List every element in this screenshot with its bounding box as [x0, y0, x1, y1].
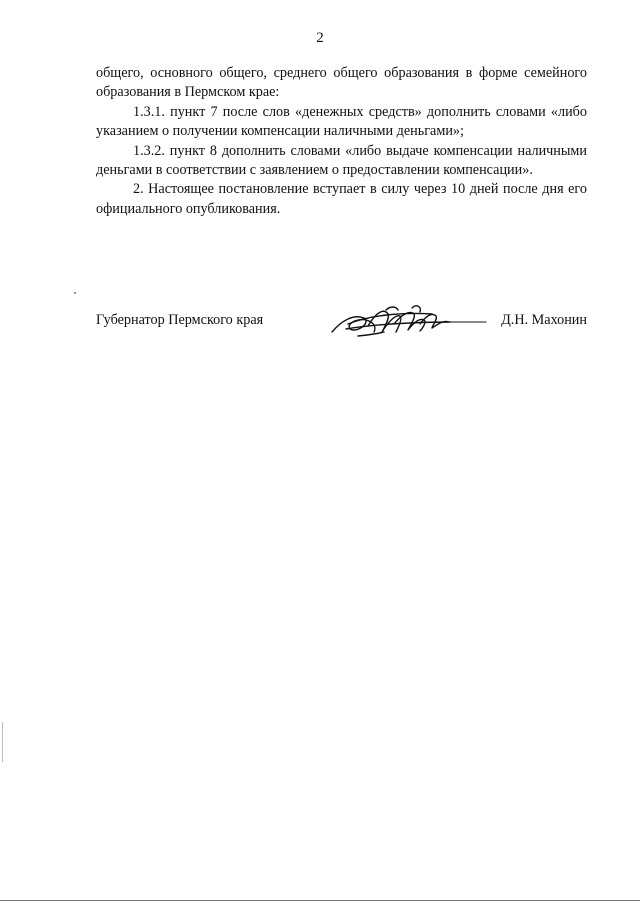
paragraph-item-1-3-2: 1.3.2. пункт 8 дополнить словами «либо выдаче компенсации наличными деньгами в соответствии с заявлением о предоставлении компенсации». — [96, 142, 587, 179]
scan-edge-mark — [2, 722, 3, 762]
page-number: 2 — [316, 30, 324, 46]
signer-position: Губернатор Пермского края — [96, 312, 264, 328]
handwritten-signature — [328, 302, 488, 342]
paragraph-item-2: 2. Настоящее постановление вступает в силу через 10 дней после дня его официального опубликования. — [96, 181, 587, 217]
signature-block — [96, 302, 587, 342]
page-bottom-edge — [0, 900, 640, 901]
document-body — [96, 64, 587, 219]
paragraph-item-1-3-1: 1.3.1. пункт 7 после слов «денежных средств» дополнить словами «либо указанием о получении компенсации наличными деньгами»; — [96, 103, 587, 140]
scan-mark — [74, 292, 76, 294]
signer-name: Д.Н. Махонин — [501, 312, 587, 328]
paragraph-continuation: общего, основного общего, среднего общего образования в форме семейного образования в Пермском крае: — [96, 65, 587, 101]
